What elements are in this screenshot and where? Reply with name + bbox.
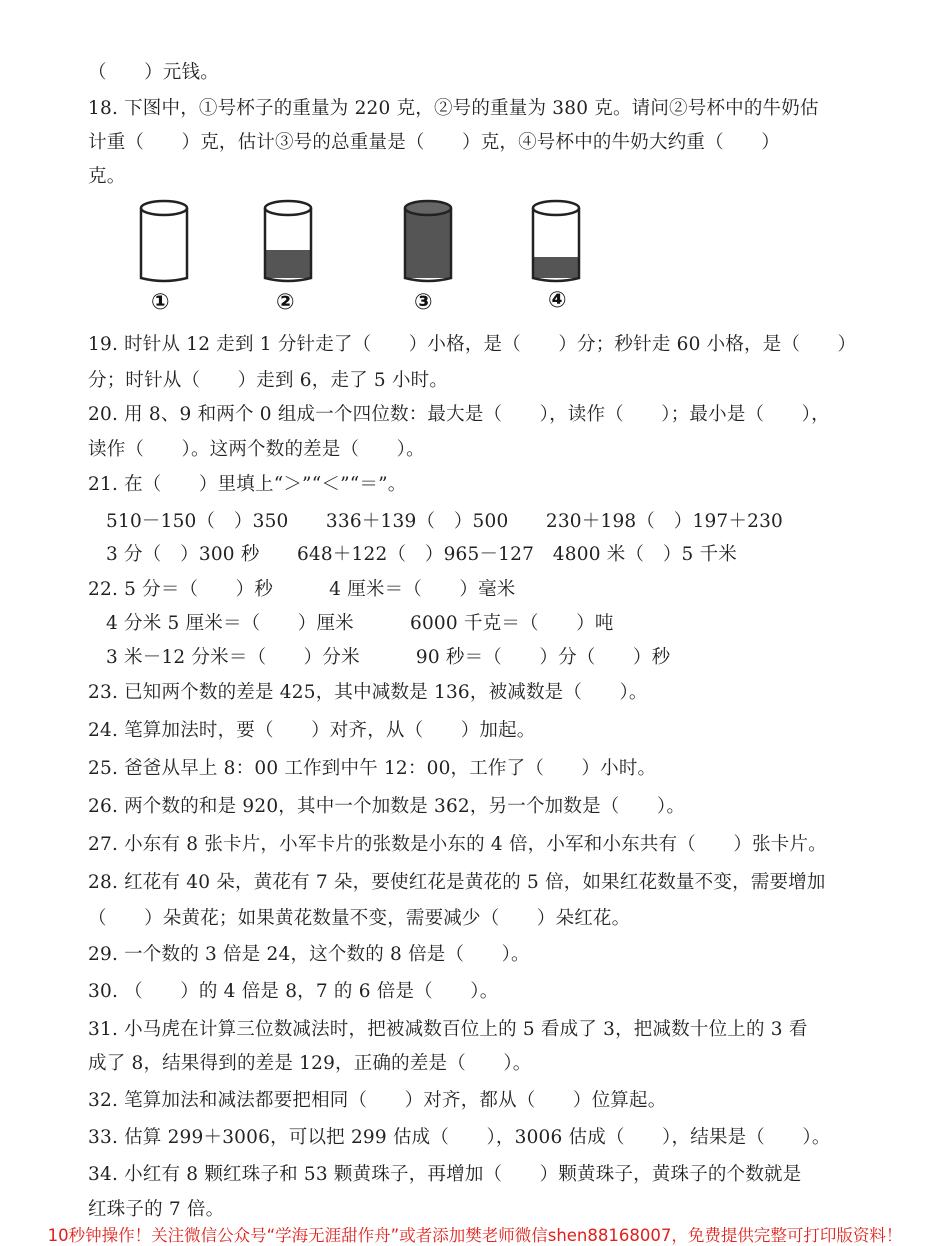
question-21-row-2: 3 分（ ）300 秒 648＋122（ ）965－127 4800 米（ ）5 千米	[106, 544, 737, 565]
question-31-line-2: 成了 8，结果得到的差是 129，正确的差是（ ）。	[88, 1053, 532, 1074]
question-27: 27. 小东有 8 张卡片，小军卡片的张数是小东的 4 倍，小军和小东共有（ ）张卡片。	[88, 834, 827, 855]
line-0: （ ）元钱。	[88, 62, 219, 83]
question-22-row-3: 3 米－12 分米＝（ ）分米 90 秒＝（ ）分（ ）秒	[106, 647, 671, 668]
question-18-line-1: 18. 下图中，①号杯子的重量为 220 克，②号的重量为 380 克。请问②号杯中的牛奶估	[88, 98, 819, 119]
question-23: 23. 已知两个数的差是 425，其中减数是 136，被减数是（ ）。	[88, 682, 648, 703]
question-24: 24. 笔算加法时，要（ ）对齐，从（ ）加起。	[88, 720, 536, 741]
question-20-line-1: 20. 用 8、9 和两个 0 组成一个四位数：最大是（ ），读作（ ）；最小是（ ），	[88, 404, 830, 425]
cup-2-milk	[265, 250, 311, 278]
cup-4-label: ④	[548, 288, 567, 313]
question-18-line-2: 计重（ ）克，估计③号的总重量是（ ）克，④号杯中的牛奶大约重（ ）	[88, 132, 780, 153]
cup-1	[138, 198, 190, 284]
cup-4-milk	[533, 257, 579, 278]
cup-2-label: ②	[276, 290, 295, 315]
question-33: 33. 估算 299＋3006，可以把 299 估成（ ），3006 估成（ ），结果是（ ）。	[88, 1127, 831, 1148]
question-31-line-1: 31. 小马虎在计算三位数减法时，把被减数百位上的 5 看成了 3，把减数十位上的 3 看	[88, 1019, 808, 1040]
cup-3	[402, 198, 454, 284]
question-28-line-2: （ ）朵黄花；如果黄花数量不变，需要减少（ ）朵红花。	[88, 908, 631, 929]
question-20-line-2: 读作（ ）。这两个数的差是（ ）。	[88, 439, 425, 460]
footer-promo-text: 10秒钟操作！关注微信公众号“学海无涯甜作舟”或者添加樊老师微信shen88168007，免费提供完整可打印版资料！	[47, 1226, 903, 1245]
question-34-line-2: 红珠子的 7 倍。	[88, 1199, 225, 1220]
question-26: 26. 两个数的和是 920，其中一个加数是 362，另一个加数是（ ）。	[88, 796, 686, 817]
cup-4	[530, 198, 582, 284]
question-30: 30. （ ）的 4 倍是 8，7 的 6 倍是（ ）。	[88, 981, 499, 1002]
question-21-title: 21. 在（ ）里填上“＞”“＜”“＝”。	[88, 474, 407, 495]
question-28-line-1: 28. 红花有 40 朵，黄花有 7 朵，要使红花是黄花的 5 倍，如果红花数量不变，需要增加	[88, 872, 826, 893]
cup-2	[262, 198, 314, 284]
question-22-row-2: 4 分米 5 厘米＝（ ）厘米 6000 千克＝（ ）吨	[106, 613, 614, 634]
question-34-line-1: 34. 小红有 8 颗红珠子和 53 颗黄珠子，再增加（ ）颗黄珠子，黄珠子的个数就是	[88, 1164, 802, 1185]
question-19-line-2: 分；时针从（ ）走到 6，走了 5 小时。	[88, 370, 449, 391]
question-18-line-3: 克。	[88, 166, 126, 187]
cup-1-label: ①	[151, 290, 170, 315]
question-25: 25. 爸爸从早上 8：00 工作到中午 12：00，工作了（ ）小时。	[88, 758, 657, 779]
question-29: 29. 一个数的 3 倍是 24，这个数的 8 倍是（ ）。	[88, 944, 530, 965]
question-19-line-1: 19. 时针从 12 走到 1 分针走了（ ）小格，是（ ）分；秒针走 60 小格，是（ ）	[88, 334, 857, 355]
question-21-row-1: 510－150（ ）350 336＋139（ ）500 230＋198（ ）197＋230	[106, 511, 784, 532]
question-22-row-1: 22. 5 分＝（ ）秒 4 厘米＝（ ）毫米	[88, 579, 516, 600]
cup-3-milk	[405, 208, 451, 278]
question-32: 32. 笔算加法和减法都要把相同（ ）对齐，都从（ ）位算起。	[88, 1090, 667, 1111]
cup-3-label: ③	[414, 290, 433, 315]
